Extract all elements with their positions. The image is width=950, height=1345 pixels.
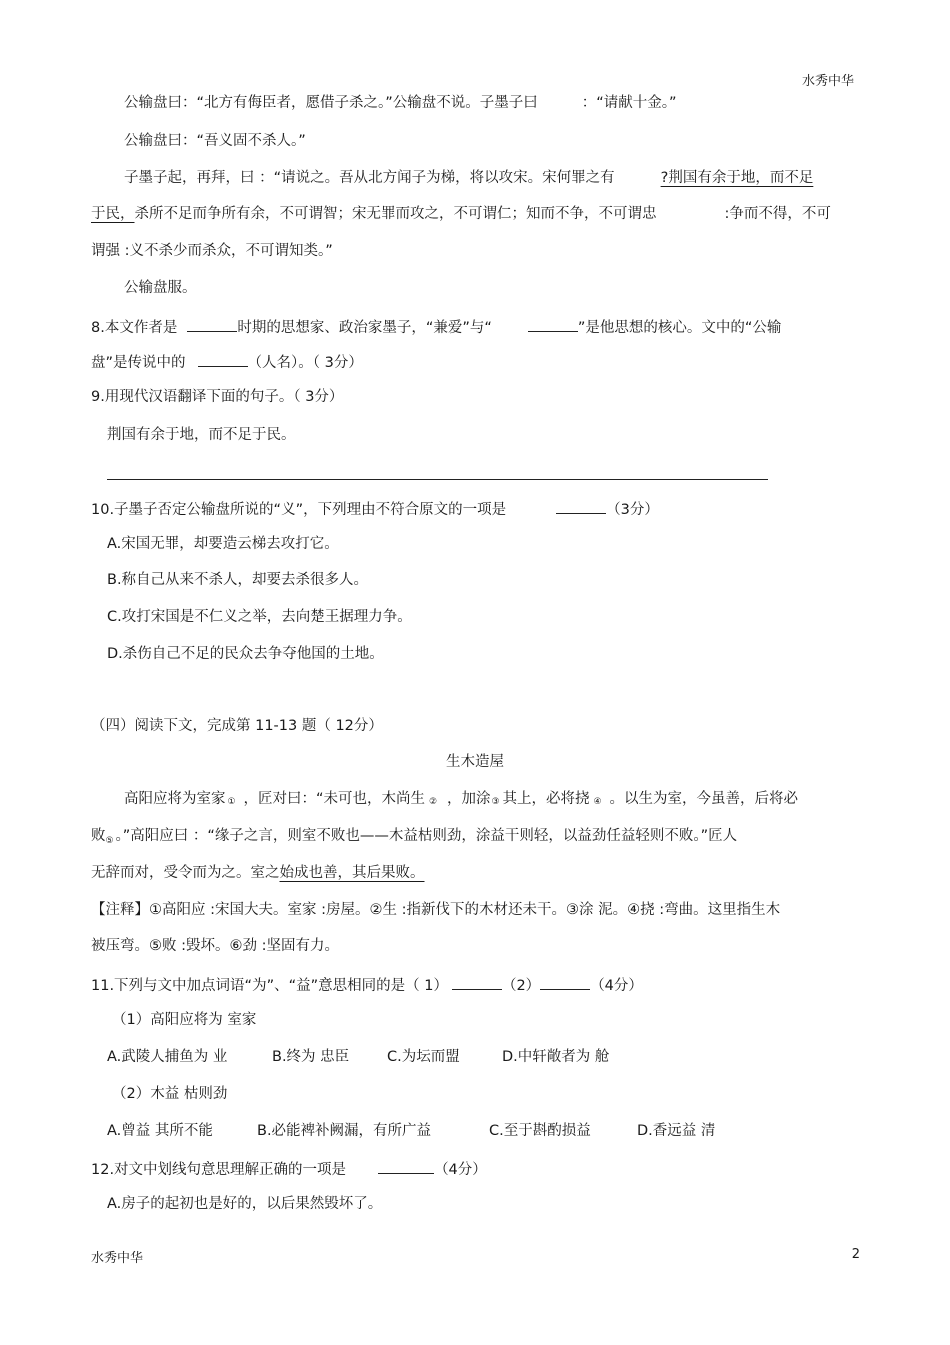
underlined-sentence-part2: 于民， (91, 206, 135, 222)
p4-text-2a: 败 (91, 828, 106, 844)
question-9-sentence: 荆国有余于地，而不足于民。 (107, 427, 296, 443)
q11-mid: （2） (501, 978, 541, 994)
passage-line-4c: :争而不得，不可 (724, 206, 831, 222)
q11-sub-1-options (107, 1047, 609, 1067)
q11-1-option-c: C.为坛而盟 (387, 1049, 460, 1065)
p4-text-1c: ，加涂 (447, 791, 491, 807)
q11-sub-2: （2）木益 枯则劲 (112, 1086, 228, 1102)
q11-blank-2[interactable] (540, 973, 590, 990)
note-mark-5: ⑤ (105, 836, 114, 846)
notes-line-2: 被压弯。⑤败 :毁坏。⑥劲 :坚固有力。 (91, 938, 339, 954)
q9-answer-line[interactable] (107, 479, 768, 480)
footer-label: 水秀中华 (91, 1251, 144, 1266)
question-12-stem (91, 1157, 487, 1180)
q8-blank-2[interactable] (528, 315, 578, 332)
note-mark-2: ② (429, 797, 438, 807)
note-mark-1: ① (227, 797, 236, 807)
p4-text-3a: 无辞而对，受令而为之。室之 (91, 865, 280, 881)
q11-score: （4分） (590, 978, 643, 994)
passage-title: 生木造屋 (446, 754, 504, 770)
q11-2-option-c: C.至于斟酌损益 (489, 1123, 591, 1139)
q10-score: （3分） (606, 502, 659, 518)
q11-1-option-a: A.武陵人捕鱼为 业 (107, 1049, 228, 1065)
question-8-line-2 (91, 350, 363, 373)
passage-line-4 (91, 204, 831, 224)
passage-line-2: 公输盘曰：“吾义固不杀人。” (124, 133, 306, 149)
section-4-heading: （四）阅读下文，完成第 11-13 题（ 12分） (91, 718, 383, 734)
q8-blank-3[interactable] (198, 350, 248, 367)
q10-option-c: C.攻打宋国是不仁义之举，去向楚王据理力争。 (107, 609, 412, 625)
q11-sub-2-options (107, 1121, 715, 1141)
q8-blank-1[interactable] (187, 315, 237, 332)
q8-text-d: 盘”是传说中的 (91, 355, 186, 371)
q10-option-d: D.杀伤自己不足的民众去争夺他国的土地。 (107, 646, 384, 662)
q11-1-option-d: D.中轩敞者为 舱 (502, 1049, 610, 1065)
q10-option-a: A.宋国无罪，却要造云梯去攻打它。 (107, 536, 339, 552)
underlined-sentence-part1: ?荆国有余于地，而不足 (660, 170, 814, 186)
passage-line-3 (124, 168, 821, 188)
passage-4-line-2 (91, 826, 737, 846)
passage-line-4b: 杀所不足而争所有余，不可谓智；宋无罪而攻之，不可谓仁；知而不争，不可谓忠 (134, 206, 657, 222)
passage-line-6: 公输盘服。 (124, 280, 197, 296)
q11-2-option-a: A.曾益 其所不能 (107, 1123, 213, 1139)
passage-4-line-3 (91, 863, 457, 883)
page-number: 2 (851, 1247, 860, 1262)
q11-2-option-d: D.香远益 清 (637, 1123, 716, 1139)
notes-line-1: 【注释】①高阳应 :宋国大夫。室家 :房屋。②生 :指新伐下的木材还未干。③涂 泥。④挠 :弯曲。这里指生木 (91, 902, 781, 918)
q10-blank[interactable] (556, 497, 606, 514)
q12-option-a: A.房子的起初也是好的，以后果然毁坏了。 (107, 1196, 383, 1212)
underlined-sentence-q12: 始成也善，其后果败。 (279, 865, 425, 881)
question-11-stem (91, 973, 643, 996)
passage-line-1 (124, 93, 677, 113)
q10-text: 10.子墨子否定公输盘所说的“义”，下列理由不符合原文的一项是 (91, 502, 507, 518)
q8-text-a: 8.本文作者是 (91, 320, 178, 336)
q11-text: 11.下列与文中加点词语“为”、“益”意思相同的是（ 1） (91, 978, 448, 994)
p4-text-1a: 高阳应将为室家 (124, 791, 226, 807)
p4-text-1b: ，匠对曰：“未可也，木尚生 (243, 791, 426, 807)
passage-line-5: 谓强 :义不杀少而杀众，不可谓知类。” (91, 243, 333, 259)
p4-text-1d: 其上，必将挠 (502, 791, 590, 807)
passage-4-line-1 (124, 789, 798, 809)
p4-text-2b: 。”高阳应曰 ：“缘子之言，则室不败也——木益枯则劲，涂益干则轻，以益劲任益轻则不败。”匠人 (115, 828, 738, 844)
q8-text-c: ”是他思想的核心。文中的“公输 (577, 320, 782, 336)
q11-sub-1: （1）高阳应将为 室家 (112, 1012, 257, 1028)
passage-line-1a: 公输盘曰：“北方有侮臣者，愿借子杀之。”公输盘不说。子墨子曰 (124, 95, 538, 111)
note-mark-4: ④ (593, 797, 602, 807)
q11-2-option-b: B.必能裨补阙漏，有所广益 (257, 1123, 432, 1139)
passage-line-3a: 子墨子起，再拜，曰 ：“请说之。吾从北方闻子为梯，将以攻宋。宋何罪之有 (124, 170, 615, 186)
q10-option-b: B.称自己从来不杀人，却要去杀很多人。 (107, 572, 369, 588)
q12-score: （4分） (434, 1162, 487, 1178)
q8-text-b: 时期的思想家、政治家墨子，“兼爱”与“ (237, 320, 492, 336)
passage-line-1b: ：“请献十金。” (581, 95, 677, 111)
p4-text-1e: 。以生为室，今虽善，后将必 (609, 791, 799, 807)
q12-text: 12.对文中划线句意思理解正确的一项是 (91, 1162, 347, 1178)
q11-blank-1[interactable] (452, 973, 502, 990)
q11-1-option-b: B.终为 忠臣 (272, 1049, 350, 1065)
question-9-stem: 9.用现代汉语翻译下面的句子。（ 3分） (91, 389, 344, 405)
note-mark-3: ③ (491, 797, 500, 807)
q12-blank[interactable] (378, 1157, 434, 1174)
question-8-line-1 (91, 315, 781, 338)
header-label: 水秀中华 (801, 74, 854, 89)
q8-text-e: （人名）。（ 3分） (247, 355, 363, 371)
question-10-stem (91, 497, 659, 520)
